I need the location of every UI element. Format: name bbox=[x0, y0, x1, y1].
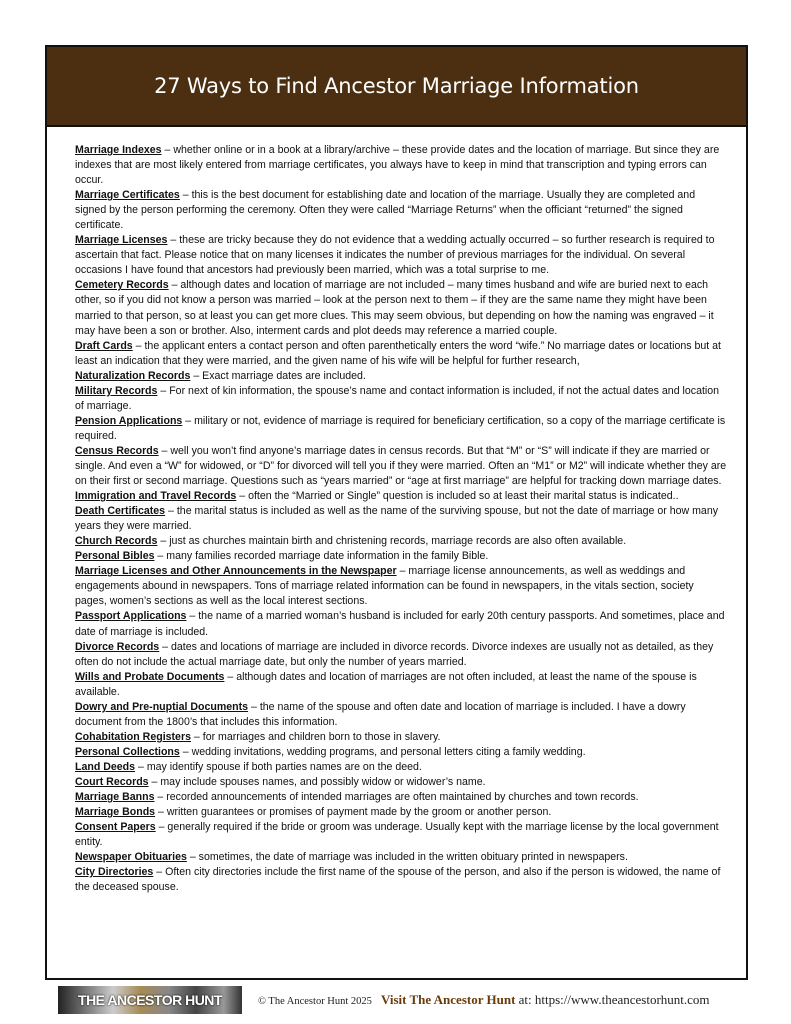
list-item bbox=[75, 414, 727, 444]
entry-description: – marriage license announcements, as well as weddings and engagements abound in newspapers. Tons of marriage related information can be found in newspapers, in the vitals section, society pages, women’s sections as well as the local interest sections. bbox=[75, 565, 694, 608]
entry-description: – military or not, evidence of marriage is required for beneficiary certification, so a copy of the marriage certificate is required. bbox=[75, 414, 726, 442]
entry-description: – For next of kin information, the spouse’s name and contact information is included, if not the actual dates and location of marriage. bbox=[75, 384, 720, 412]
list-item bbox=[75, 850, 727, 865]
entry-term: Passport Applications bbox=[75, 610, 187, 623]
website-url[interactable]: at: https://www.theancestorhunt.com bbox=[515, 992, 710, 1007]
entry-description: – generally required if the bride or groom was underage. Usually kept with the marriage license by the local government entity. bbox=[75, 821, 719, 849]
entries-list bbox=[75, 143, 727, 895]
entry-term: Land Deeds bbox=[75, 760, 136, 773]
footer bbox=[58, 985, 738, 1015]
entry-term: Marriage Licenses and Other Announcements in the Newspaper bbox=[75, 565, 397, 578]
list-item bbox=[75, 549, 727, 564]
entry-term: City Directories bbox=[75, 866, 154, 879]
list-item bbox=[75, 775, 727, 790]
entry-description: – just as churches maintain birth and christening records, marriage records are also often available. bbox=[157, 535, 627, 548]
entry-description: – many families recorded marriage date information in the family Bible. bbox=[154, 550, 489, 563]
list-item bbox=[75, 700, 727, 730]
list-item bbox=[75, 760, 727, 775]
ancestor-hunt-logo bbox=[58, 986, 242, 1014]
list-item bbox=[75, 730, 727, 745]
list-item bbox=[75, 534, 727, 549]
list-item bbox=[75, 564, 727, 609]
entry-description: – this is the best document for establishing date and location of the marriage. Usually they are completed and signed by the person performing the ceremony. Often they were called “Marriage Returns” when the officiant “returned” the signed certificate. bbox=[75, 189, 696, 232]
entry-description: – written guarantees or promises of payment made by the groom or another person. bbox=[155, 806, 552, 819]
entry-term: Dowry and Pre-nuptial Documents bbox=[75, 700, 249, 713]
list-item bbox=[75, 278, 727, 338]
entry-description: – recorded announcements of intended marriages are often maintained by churches and town records. bbox=[154, 791, 639, 804]
list-item bbox=[75, 188, 727, 233]
entry-term: Divorce Records bbox=[75, 640, 160, 653]
document-frame bbox=[45, 45, 748, 980]
list-item bbox=[75, 670, 727, 700]
entry-description: – the name of the spouse and often date and location of marriage is included. I have a dowry document from the 1800’s that includes this information. bbox=[75, 700, 686, 728]
entry-description: – well you won’t find anyone’s marriage dates in census records. But that “M” or “S” will indicate if they are married or single. And even a “W” for widowed, or “D” for divorced will tell you if they were married. Often an “M1” or M2” will indicate whether they are on their first or second marriage. Questions such as “years married” or “age at first marriage” are helpful for tracking down marriage dates. bbox=[75, 444, 727, 488]
list-item bbox=[75, 805, 727, 820]
entry-term: Consent Papers bbox=[75, 821, 156, 834]
entry-term: Military Records bbox=[75, 384, 158, 397]
entry-term: Marriage Licenses bbox=[75, 234, 168, 247]
list-item bbox=[75, 865, 727, 895]
entry-description: – although dates and location of marriages are not often included, at least the name of the spouse is available. bbox=[75, 670, 697, 698]
entry-description: – wedding invitations, wedding programs, and personal letters citing a family wedding. bbox=[179, 745, 586, 758]
list-item bbox=[75, 640, 727, 670]
entry-term: Naturalization Records bbox=[75, 369, 191, 382]
entry-term: Census Records bbox=[75, 444, 159, 457]
entry-description: – may include spouses names, and possibly widow or widower’s name. bbox=[148, 775, 486, 788]
entry-term: Marriage Indexes bbox=[75, 144, 162, 156]
list-item bbox=[75, 339, 727, 369]
entry-description: – the name of a married woman’s husband is included for early 20th century passports. And sometimes, place and date of marriage is included. bbox=[75, 610, 725, 638]
list-item bbox=[75, 489, 727, 504]
entry-term: Pension Applications bbox=[75, 414, 183, 427]
entry-description: – although dates and location of marriage are not included – many times husband and wife are buried next to each other, so if you did not know a person was married – look at the person next to them – if they are the same name they might have been married to that person, so at least you can get more clues. This may seem obvious, but depending on how the naming was engraved – it may have been a son or brother. Also, interment cards and plot deeds may reference a married couple. bbox=[75, 279, 714, 337]
list-item bbox=[75, 369, 727, 384]
list-item bbox=[75, 444, 727, 489]
list-item bbox=[75, 233, 727, 278]
entry-term: Marriage Banns bbox=[75, 791, 155, 804]
entry-term: Wills and Probate Documents bbox=[75, 670, 225, 683]
entry-term: Draft Cards bbox=[75, 339, 133, 352]
list-item bbox=[75, 790, 727, 805]
entry-description: – for marriages and children born to those in slavery. bbox=[190, 730, 441, 743]
entry-description: – the applicant enters a contact person and often parenthetically enters the word “wife.” No marriage dates or locations but at least an indication that they were married, and the given name of his wife will be helpful for further research, bbox=[75, 339, 721, 367]
entry-description: – whether online or in a book at a library/archive – these provide dates and the location of marriage. But since they are indexes that are most likely entered from marriage certificates, you always have to keep in mind that transcription and typing errors can occur. bbox=[75, 144, 720, 187]
footer-text bbox=[258, 992, 710, 1008]
list-item bbox=[75, 745, 727, 760]
page-title: 27 Ways to Find Ancestor Marriage Information bbox=[154, 74, 639, 98]
list-item bbox=[75, 384, 727, 414]
entry-term: Cohabitation Registers bbox=[75, 730, 191, 743]
entry-description: – sometimes, the date of marriage was included in the written obituary printed in newspapers. bbox=[186, 851, 628, 864]
list-item bbox=[75, 820, 727, 850]
list-item bbox=[75, 609, 727, 639]
entry-description: – Exact marriage dates are included. bbox=[190, 369, 366, 382]
entry-term: Court Records bbox=[75, 775, 149, 788]
entry-description: – these are tricky because they do not evidence that a wedding actually occurred – so further research is required to ascertain that fact. Please notice that on many licenses it indicates the number of previous marriages for the individual. On several occasions I have found that ancestors had previously been married, which was a total surprise to me. bbox=[75, 234, 715, 277]
entry-term: Cemetery Records bbox=[75, 279, 169, 292]
entry-description: – Often city directories include the first name of the spouse of the person, and also if the person is widowed, the name of the deceased spouse. bbox=[75, 866, 721, 894]
entry-description: – often the “Married or Single” question is included so at least their marital status is indicated.. bbox=[236, 490, 679, 503]
entry-description: – the marital status is included as well as the name of the surviving spouse, but not the date of marriage or how many years they were married. bbox=[75, 505, 719, 533]
list-item bbox=[75, 504, 727, 534]
visit-link[interactable]: Visit The Ancestor Hunt bbox=[380, 992, 516, 1007]
entry-term: Newspaper Obituaries bbox=[75, 851, 187, 864]
entry-term: Marriage Certificates bbox=[75, 189, 180, 202]
entry-description: – dates and locations of marriage are included in divorce records. Divorce indexes are usually not as detailed, as they often do not include the actual marriage date, but only the number of years married. bbox=[75, 640, 714, 668]
title-banner bbox=[47, 47, 746, 127]
logo-text: THE ANCESTOR HUNT bbox=[78, 992, 222, 1008]
entry-term: Personal Bibles bbox=[75, 550, 155, 563]
entry-term: Immigration and Travel Records bbox=[75, 490, 237, 503]
entry-term: Church Records bbox=[75, 535, 158, 548]
entry-term: Personal Collections bbox=[75, 745, 180, 758]
entry-term: Marriage Bonds bbox=[75, 806, 156, 819]
entry-term: Death Certificates bbox=[75, 505, 166, 518]
list-item bbox=[75, 143, 727, 188]
entry-description: – may identify spouse if both parties names are on the deed. bbox=[135, 760, 422, 773]
copyright: © The Ancestor Hunt 2025 bbox=[258, 996, 372, 1007]
